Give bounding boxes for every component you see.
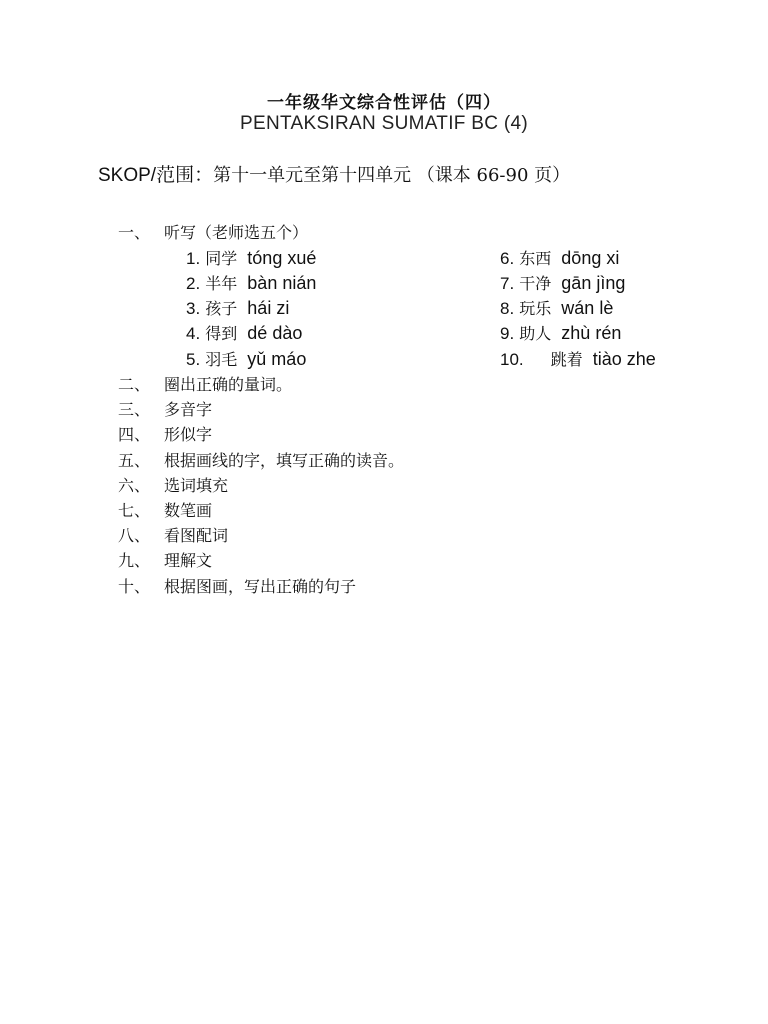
dictation-pinyin: wán lè [561,298,614,318]
section-item [118,448,404,471]
section-number: 十、 [118,577,151,596]
dictation-word: 助人 [519,324,552,343]
section-text: 多音字 [164,400,213,419]
dictation-pinyin: tóng xué [247,248,317,268]
section-text: 根据图画，写出正确的句子 [164,577,357,596]
section-text: 听写（老师选五个） [164,223,309,242]
section-text: 理解文 [164,551,213,570]
dictation-index: 9. [500,324,515,343]
section-item [118,523,228,546]
section-text: 看图配词 [164,526,229,545]
section-number: 七、 [118,501,151,520]
dictation-word: 同学 [205,249,238,268]
dictation-item [186,271,316,294]
section-text: 形似字 [164,425,213,444]
section-text: 数笔画 [164,501,213,520]
dictation-index: 3. [186,299,201,318]
scope-label: SKOP/范围： [98,165,214,186]
dictation-item [186,296,289,319]
dictation-index: 5. [186,350,201,369]
section-text: 根据画线的字，填写正确的读音。 [164,451,405,470]
section-number: 五、 [118,451,151,470]
dictation-pinyin: dé dào [247,323,303,343]
dictation-pinyin: tiào zhe [592,349,656,369]
section-number: 八、 [118,526,151,545]
dictation-item [186,321,302,344]
dictation-word: 半年 [205,274,238,293]
dictation-index: 8. [500,299,515,318]
scope-text: 第十一单元至第十四单元 （课本 66-90 页） [213,165,571,186]
section-item [118,422,212,445]
section-number: 九、 [118,551,151,570]
dictation-word: 玩乐 [519,299,552,318]
section-number: 三、 [118,400,151,419]
dictation-word: 羽毛 [205,350,238,369]
section-item [118,548,212,571]
section-item [118,574,356,597]
dictation-word: 东西 [519,249,552,268]
section-number: 四、 [118,425,151,444]
dictation-pinyin: yǔ máo [247,349,307,369]
section-number: 二、 [118,375,151,394]
dictation-item [500,271,625,294]
dictation-pinyin: bàn nián [247,273,317,293]
dictation-word: 孩子 [205,299,238,318]
section-text: 圈出正确的量词。 [164,375,293,394]
section-item [118,397,212,420]
dictation-item [500,347,656,370]
page-subtitle: PENTAKSIRAN SUMATIF BC (4) [240,113,528,134]
section-text: 选词填充 [164,476,229,495]
dictation-pinyin: dōng xi [561,248,620,268]
dictation-index: 1. [186,249,201,268]
section-item [118,498,212,521]
section-number: 一、 [118,223,151,242]
dictation-index: 6. [500,249,515,268]
dictation-item [500,296,613,319]
page-title: 一年级华文综合性评估（四） [267,93,501,113]
section-number: 六、 [118,476,151,495]
dictation-index: 7. [500,274,515,293]
section-item [118,473,228,496]
dictation-word: 得到 [205,324,238,343]
scope-line [98,160,570,187]
dictation-word: 干净 [519,274,552,293]
dictation-word: 跳着 [550,350,583,369]
dictation-index: 4. [186,324,201,343]
dictation-item [500,321,621,344]
dictation-item [186,347,306,370]
section-item [118,220,308,243]
dictation-pinyin: gān jìng [561,273,626,293]
dictation-index: 2. [186,274,201,293]
dictation-pinyin: zhù rén [561,323,622,343]
section-item [118,372,292,395]
dictation-index: 10. [500,350,524,369]
dictation-item [186,246,316,269]
dictation-pinyin: hái zi [247,298,290,318]
dictation-item [500,246,619,269]
